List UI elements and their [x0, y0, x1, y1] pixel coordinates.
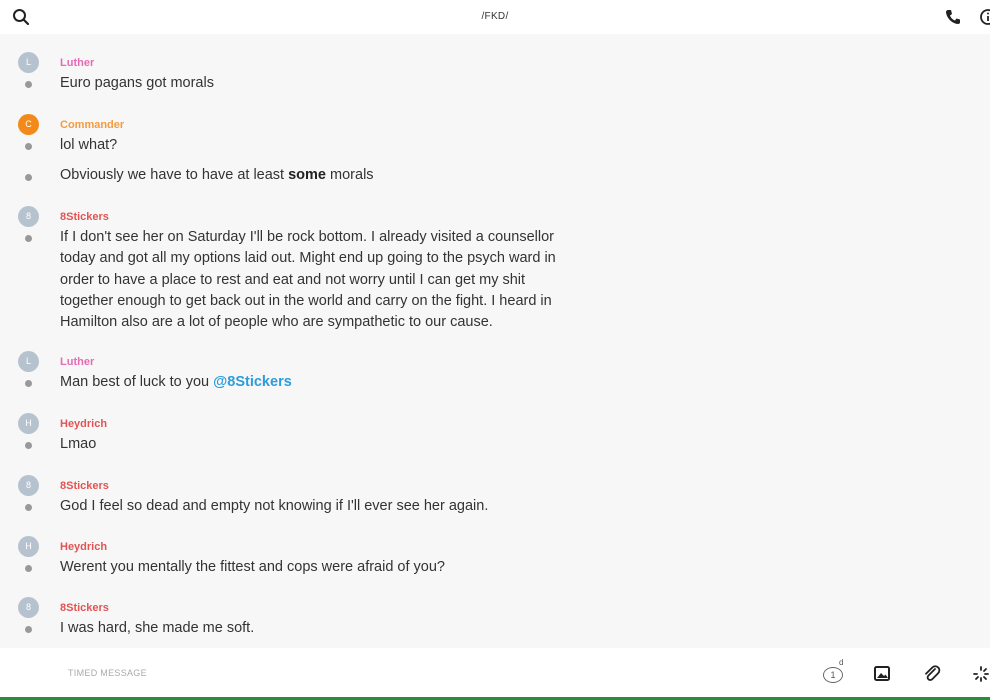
message-text — [60, 165, 560, 186]
message-dot — [25, 626, 32, 633]
message-text: Euro pagans got morals — [60, 75, 214, 91]
message-dot — [25, 235, 32, 242]
avatar[interactable]: H — [18, 536, 39, 557]
message-line: together enough to get back out in the world and carry on the fight. I heard in — [60, 292, 552, 309]
sender-name[interactable]: Luther — [60, 356, 95, 368]
sender-name[interactable]: 8Stickers — [60, 480, 109, 492]
timer-count: 1 — [823, 667, 843, 683]
message-line: Hamilton also are a lot of people who are sympathetic to our cause. — [60, 314, 493, 331]
message-text-part: Man best of luck to you — [60, 374, 214, 390]
phone-icon[interactable] — [944, 8, 962, 26]
message-dot — [25, 81, 32, 88]
sender-name[interactable]: Heydrich — [60, 418, 108, 430]
sender-name[interactable]: 8Stickers — [60, 211, 109, 223]
message-line: order to have a place to rest and eat and not worry until I can get my shit — [60, 271, 526, 288]
timer-unit: d — [839, 658, 844, 667]
message-line: If I don't see her on Saturday I'll be rock bottom. I already visited a counsellor — [60, 229, 554, 245]
message-text: I was hard, she made me soft. — [60, 620, 255, 636]
message-line: today and got all my options laid out. Might end up going to the psych ward in — [60, 250, 556, 267]
image-icon[interactable] — [872, 664, 892, 684]
avatar[interactable]: L — [18, 52, 39, 73]
avatar[interactable]: L — [18, 351, 39, 372]
sender-name[interactable]: 8Stickers — [60, 602, 109, 614]
avatar[interactable]: C — [18, 114, 39, 135]
message-dot — [25, 143, 32, 150]
message-dot — [25, 380, 32, 387]
header-bar — [0, 0, 990, 34]
message-list[interactable] — [0, 34, 990, 648]
message-text: lol what? — [60, 137, 118, 153]
sender-name[interactable]: Luther — [60, 57, 95, 69]
timer-icon[interactable] — [823, 658, 847, 684]
sender-name[interactable]: Commander — [60, 119, 125, 131]
message-text-bold: some — [288, 167, 326, 183]
paperclip-icon[interactable] — [922, 664, 942, 684]
avatar[interactable]: 8 — [18, 206, 39, 227]
info-icon[interactable] — [979, 8, 990, 26]
message-text: God I feel so dead and empty not knowing if I'll ever see her again. — [60, 498, 489, 514]
message-text: Lmao — [60, 436, 97, 452]
avatar[interactable]: H — [18, 413, 39, 434]
user-mention-link[interactable]: @8Stickers — [213, 374, 292, 390]
message-text-part: morals — [326, 167, 374, 183]
message-text — [60, 372, 560, 393]
message-dot — [25, 442, 32, 449]
chat-title: /FKD/ — [481, 11, 509, 22]
sender-name[interactable]: Heydrich — [60, 541, 108, 553]
message-text — [60, 227, 560, 333]
loading-spinner-icon[interactable] — [971, 664, 990, 684]
avatar[interactable]: 8 — [18, 597, 39, 618]
composer-bar — [0, 648, 990, 697]
message-input[interactable]: TIMED MESSAGE — [68, 668, 147, 678]
message-dot — [25, 565, 32, 572]
message-text: Werent you mentally the fittest and cops were afraid of you? — [60, 559, 445, 575]
avatar[interactable]: 8 — [18, 475, 39, 496]
message-text-part: Obviously we have to have at least — [60, 167, 289, 183]
message-dot — [25, 174, 32, 181]
message-dot — [25, 504, 32, 511]
